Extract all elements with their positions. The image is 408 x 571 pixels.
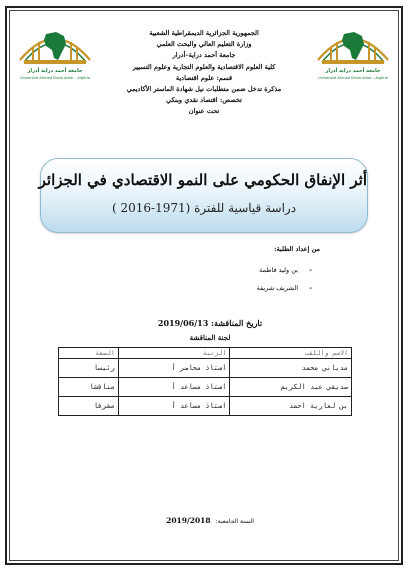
institution-header <box>95 28 313 118</box>
jury-member-role: رئيسا <box>59 359 119 378</box>
students-label: من إعداد الطلبة: <box>274 245 320 253</box>
jury-member-role: مناقشا <box>59 378 119 397</box>
logo-university-name: جامعة أحمد دراية أدرار <box>325 68 381 74</box>
jury-member-rank: استاذ محاضر أ <box>118 359 230 378</box>
column-header: الصفة <box>59 348 119 359</box>
jury-member-name: مدياني محمد <box>230 359 352 378</box>
header-specialty: تخصص: اقتصاد نقدي وبنكي <box>166 96 242 105</box>
logo-university-subtitle: Université Ahmed Draia Adrar - Algérie <box>19 76 91 80</box>
university-emblem-icon <box>18 20 92 68</box>
header-faculty: كلية العلوم الاقتصادية والعلوم التجارية وعلوم التسيير <box>132 62 276 71</box>
logo-university-name: جامعة أحمد دراية أدرار <box>27 68 83 74</box>
university-logo-right <box>316 20 390 82</box>
column-header: الاسم واللقب <box>230 348 352 359</box>
university-emblem-icon <box>316 20 390 68</box>
jury-member-name: صديقي عبد الكريم <box>230 378 352 397</box>
table-row <box>59 359 352 378</box>
header-republic: الجمهورية الجزائرية الديمقراطية الشعبية <box>149 29 259 37</box>
jury-member-rank: استاذ مساعد أ <box>118 378 230 397</box>
jury-member-rank: استاذ مساعد أ <box>118 397 230 416</box>
table-header-row <box>59 348 352 359</box>
student-name: الشريف شريفة <box>256 284 298 292</box>
committee-title: لجنة المناقشة <box>189 333 231 342</box>
column-header: الرتبة <box>118 348 230 359</box>
thesis-subtitle: دراسة قياسية للفترة (1971-2016 ) <box>111 201 297 215</box>
jury-table <box>58 347 352 416</box>
header-under-title: تحت عنوان <box>188 107 220 116</box>
logo-university-subtitle: Université Ahmed Draia Adrar - Algérie <box>317 76 389 80</box>
list-bullet: - <box>309 284 312 292</box>
academic-year <box>120 508 300 527</box>
thesis-title-box <box>40 158 368 233</box>
defense-date: تاريخ المناقشة: 2019/06/13 <box>157 318 263 328</box>
jury-member-name: بن لعارية احمد <box>230 397 352 416</box>
university-logo-left <box>18 20 92 82</box>
header-thesis-type: مذكرة تدخل ضمن متطلبات نيل شهادة الماستر الأكاديمي <box>126 85 282 94</box>
academic-year-label: السنة الجامعية: <box>215 518 254 525</box>
table-row <box>59 378 352 397</box>
student-name: بن وليد فاطمة <box>259 266 298 274</box>
header-university: جامعة أحمد دراية–أدرار <box>172 51 236 60</box>
table-row <box>59 397 352 416</box>
thesis-title: أثر الإنفاق الحكومي على النمو الاقتصادي في الجزائر <box>38 171 367 189</box>
header-ministry: وزارة التعليم العالي والبحث العلمي <box>156 40 252 49</box>
academic-year-value: 2019/2018 <box>166 516 211 525</box>
jury-member-role: مشرفا <box>59 397 119 416</box>
header-department: قسم: علوم اقتصادية <box>175 73 233 82</box>
list-bullet: - <box>309 266 312 274</box>
